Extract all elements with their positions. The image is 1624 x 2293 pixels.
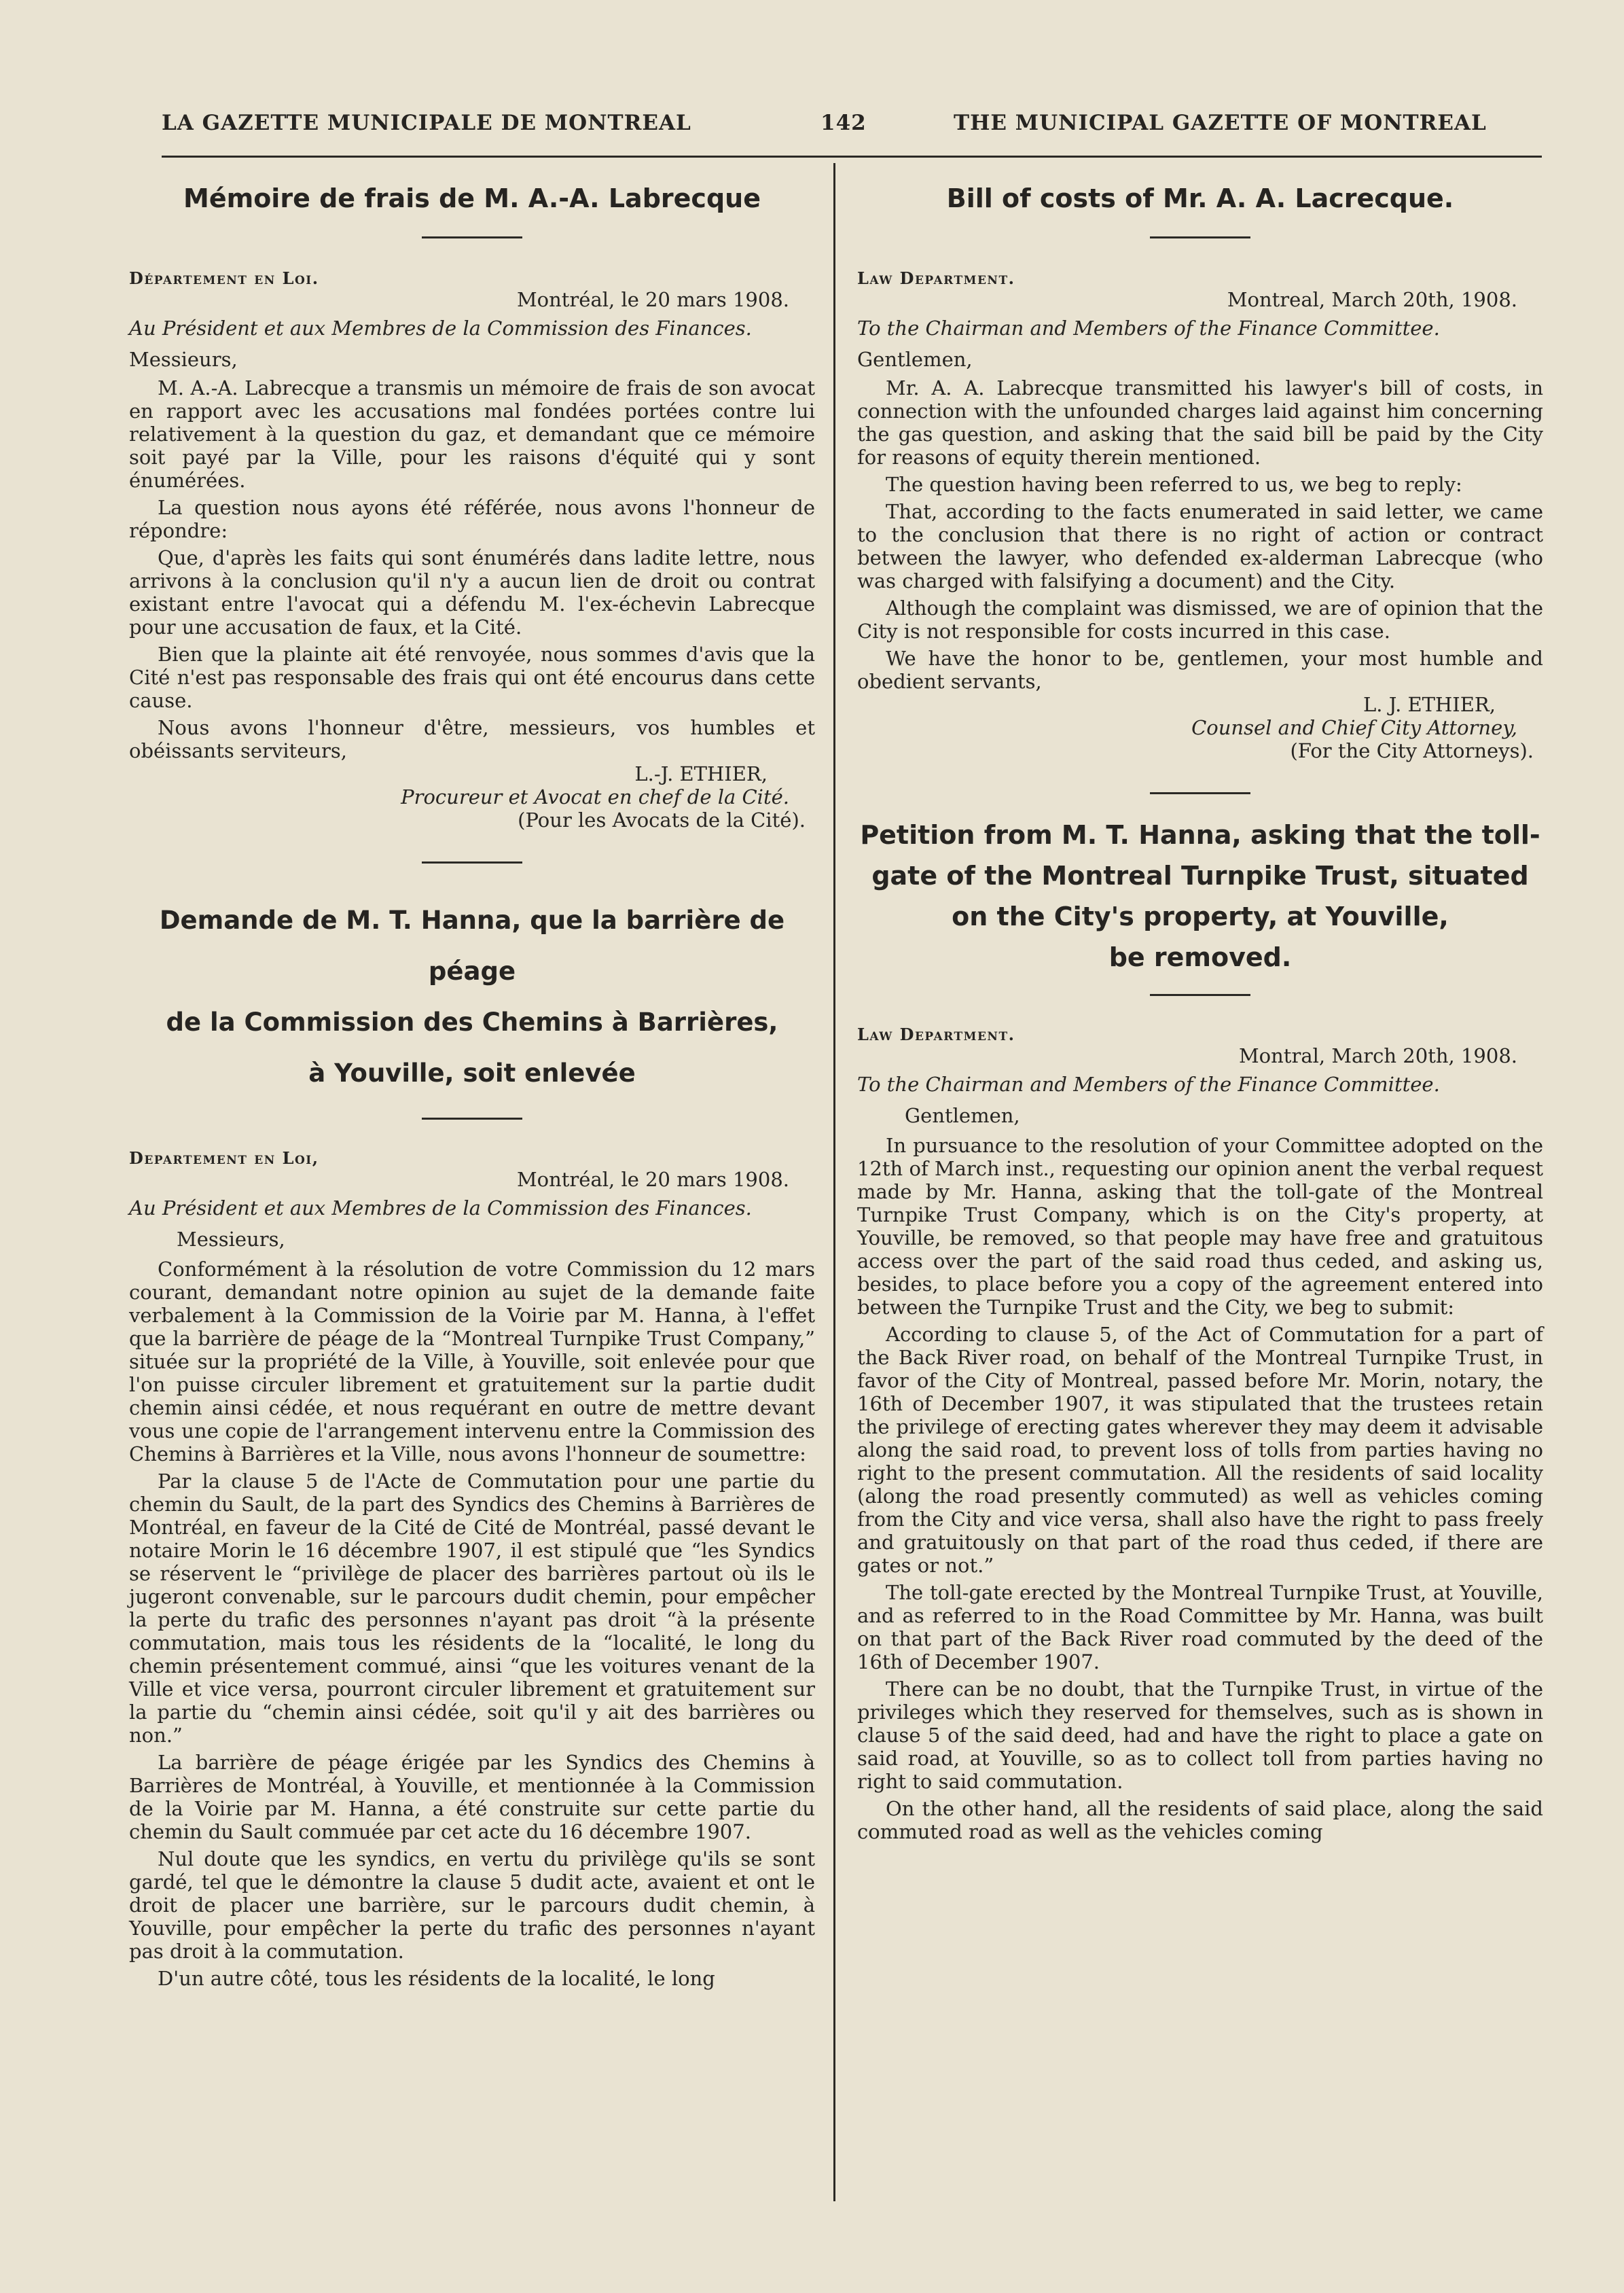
addressee: To the Chairman and Members of the Finance Committee. — [857, 317, 1440, 340]
article-title: Bill of costs of Mr. A. A. Lacrecque. — [946, 183, 1454, 213]
paragraph: There can be no doubt, that the Turnpike Trust, in virtue of the privileges which they reserved for themselves, such as is shown in clause 5 of the said deed, had and have the right to place a gate on said road, at Youville, so as to collect toll from parties having no right to said commutation. — [857, 1677, 1543, 1793]
department-label: Département en Loi. — [129, 268, 319, 288]
addressee: Au Président et aux Membres de la Commission des Finances. — [129, 317, 752, 340]
paragraph: That, according to the facts enumerated in said letter, we came to the conclusion that there is no right of action or contract between the lawyer, who defended ex-alderman Labrecque (who was charged with falsifying a document) and the City. — [857, 500, 1543, 592]
signature-title: Counsel and Chief City Attorney, — [1191, 716, 1517, 739]
paragraph: Bien que la plainte ait été renvoyée, nous sommes d'avis que la Cité n'est pas responsable des frais qui ont été encourus dans cette cause. — [129, 643, 815, 712]
column-left — [129, 178, 815, 1990]
article-labrecque-fr — [129, 178, 815, 832]
salutation: Messieurs, — [177, 1228, 285, 1251]
paragraph: The toll-gate erected by the Montreal Turnpike Trust, at Youville, and as referred to in the Road Committee by Mr. Hanna, was built on that part of the Back River road commuted by the deed of the 16th of December 1907. — [857, 1581, 1543, 1673]
title-rule — [1150, 994, 1250, 996]
column-divider — [833, 163, 835, 2201]
paragraph: Conformément à la résolution de votre Commission du 12 mars courant, demandant notre opinion au sujet de la demande faite verbalement à la Commission de la Voirie par M. Hanna, à l'effet que la barrière de péage de la “Montreal Turnpike Trust Company,” située sur la propriété de la Ville, à Youville, soit enlevée pour que l'on puisse circuler librement et gratuitement sur la partie dudit chemin ainsi cédée, et nous requérant en outre de mettre devant vous une copie de l'arrangement intervenu entre la Commission des Chemins à Barrières et la Ville, nous avons l'honneur de soumettre: — [129, 1258, 815, 1465]
paragraph: D'un autre côté, tous les résidents de la localité, le long — [158, 1967, 715, 1990]
section-rule — [422, 861, 522, 864]
column-right — [857, 178, 1543, 1843]
paragraph: Although the complaint was dismissed, we are of opinion that the City is not responsible for costs incurred in this case. — [857, 597, 1543, 643]
signature-note: (Pour les Avocats de la Cité). — [518, 808, 806, 832]
paragraph: We have the honor to be, gentlemen, your most humble and obedient servants, — [857, 647, 1543, 693]
paragraph: Nous avons l'honneur d'être, messieurs, vos humbles et obéissants serviteurs, — [129, 716, 815, 762]
title-line: à Youville, soit enlevée — [308, 1059, 636, 1088]
running-header-left: LA GAZETTE MUNICIPALE DE MONTREAL — [162, 111, 691, 135]
salutation: Messieurs, — [129, 348, 238, 371]
paragraph: The question having been referred to us, we beg to reply: — [886, 473, 1462, 496]
title-line: de la Commission des Chemins à Barrières, — [166, 1008, 778, 1037]
addressee: Au Président et aux Membres de la Commission des Finances. — [129, 1196, 752, 1220]
signature-note: (For the City Attorneys). — [1290, 739, 1534, 762]
paragraph: La barrière de péage érigée par les Syndics des Chemins à Barrières de Montréal, à Youville, et mentionnée à la Commission de la Voirie par M. Hanna, a été construite sur cette partie du chemin du Sault commuée par cet acte du 16 décembre 1907. — [129, 1751, 815, 1843]
date-line: Montréal, le 20 mars 1908. — [516, 1168, 789, 1191]
addressee: To the Chairman and Members of the Finance Committee. — [857, 1073, 1440, 1096]
title-line: gate of the Montreal Turnpike Trust, situated — [871, 861, 1529, 891]
department-label: Law Department. — [857, 268, 1015, 288]
date-line: Montréal, le 20 mars 1908. — [516, 288, 789, 311]
paragraph: M. A.-A. Labrecque a transmis un mémoire de frais de son avocat en rapport avec les accusations mal fondées portées contre lui relativement à la question du gaz, et demandant que ce mémoire soit payé par la Ville, pour les raisons d'équité qui y sont énumérées. — [129, 376, 815, 492]
article-labrecque-en — [857, 178, 1543, 762]
article-title — [129, 895, 815, 1099]
paragraph: On the other hand, all the residents of said place, along the said commuted road as well as the vehicles coming — [857, 1797, 1543, 1843]
paragraph: La question nous ayons été référée, nous avons l'honneur de répondre: — [129, 496, 815, 542]
paragraph: Que, d'après les faits qui sont énumérés dans ladite lettre, nous arrivons à la conclusion qu'il n'y a aucun lien de droit ou contrat existant entre l'avocat qui a défendu M. l'ex-échevin Labrecque pour une accusation de faux, et la Cité. — [129, 546, 815, 639]
paragraph: Nul doute que les syndics, en vertu du privilège qu'ils se sont gardé, tel que le démontre la clause 5 dudit acte, avaient et ont le droit de placer une barrière, sur le parcours dudit chemin, à Youville, pour empêcher la perte du trafic des personnes n'ayant pas droit à la commutation. — [129, 1847, 815, 1963]
paragraph: In pursuance to the resolution of your Committee adopted on the 12th of March inst., requesting our opinion anent the verbal request made by Mr. Hanna, asking that the toll-gate of the Montreal Turnpike Trust Company, which is on the City's property, at Youville, be removed, so that people may have free and gratuitous access over the part of the said road thus ceded, and asking us, besides, to place before you a copy of the agreement entered into between the Turnpike Trust and the City, we beg to submit: — [857, 1134, 1543, 1319]
signature-name: L. J. ETHIER, — [1363, 693, 1496, 716]
article-hanna-fr — [129, 895, 815, 1990]
department-label: Law Department. — [857, 1025, 1015, 1044]
section-rule — [1150, 792, 1250, 794]
department-label: Departement en Loi, — [129, 1148, 319, 1168]
paragraph: Par la clause 5 de l'Acte de Commutation pour une partie du chemin du Sault, de la part des Syndics des Chemins à Barrières de Montréal, en faveur de la Cité de Cité de Montréal, passé devant le notaire Morin le 16 décembre 1907, il est stipulé que “les Syndics se réservent le “privilège de placer des barrières partout où ils le jugeront convenable, sur le parcours dudit chemin, pour empêcher la perte du trafic des personnes n'ayant pas droit “à la présente commutation, mais tous les résidents de la “localité, le long du chemin présentement commué, ainsi “que les voitures venant de la Ville et vice versa, pourront circuler librement et gratuitement sur la partie du “chemin ainsi cédée, soit qu'il y ait des barrières ou non.” — [129, 1470, 815, 1747]
title-rule — [422, 236, 522, 238]
article-title: Mémoire de frais de M. A.-A. Labrecque — [183, 183, 761, 213]
signature-title: Procureur et Avocat en chef de la Cité. — [401, 785, 789, 808]
page-number: 142 — [820, 111, 867, 135]
title-line: on the City's property, at Youville, — [952, 902, 1449, 931]
paragraph: According to clause 5, of the Act of Commutation for a part of the Back River road, on behalf of the Montreal Turnpike Trust, in favor of the City of Montreal, passed before Mr. Morin, notary, the 16th of December 1907, it was stipulated that the trustees retain the privilege of erecting gates wherever they may deem it advisable along the said road, to prevent loss of tolls from parties having no right to the present commutation. All the residents of said locality (along the road presently commuted) as well as vehicles coming from the City and vice versa, shall also have the right to pass freely and gratuitously on that part of the road thus ceded, if there are gates or not.” — [857, 1323, 1543, 1577]
article-title — [857, 815, 1543, 978]
title-rule — [422, 1118, 522, 1120]
date-line: Montreal, March 20th, 1908. — [1227, 288, 1517, 311]
salutation: Gentlemen, — [857, 348, 973, 371]
salutation: Gentlemen, — [905, 1104, 1020, 1127]
running-header-right: THE MUNICIPAL GAZETTE OF MONTREAL — [954, 111, 1487, 135]
article-hanna-en — [857, 815, 1543, 1843]
title-line: Petition from M. T. Hanna, asking that the toll- — [860, 820, 1540, 850]
date-line: Montral, March 20th, 1908. — [1238, 1044, 1517, 1067]
title-line: be removed. — [1108, 942, 1292, 972]
header-rule — [162, 156, 1542, 158]
title-rule — [1150, 236, 1250, 238]
signature-name: L.-J. ETHIER, — [634, 762, 768, 785]
title-line: Demande de M. T. Hanna, que la barrière de péage — [159, 906, 785, 986]
paragraph: Mr. A. A. Labrecque transmitted his lawyer's bill of costs, in connection with the unfounded charges laid against him concerning the gas question, and asking that the said bill be paid by the City for reasons of equity therein mentioned. — [857, 376, 1543, 469]
